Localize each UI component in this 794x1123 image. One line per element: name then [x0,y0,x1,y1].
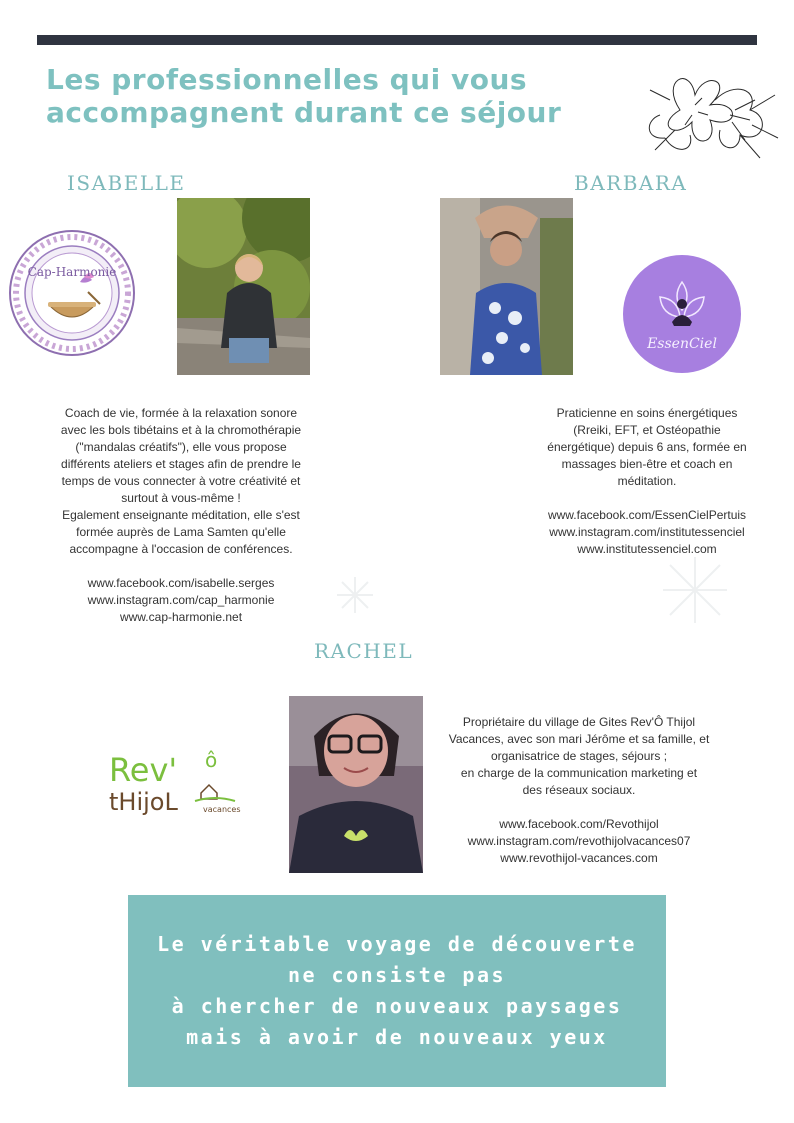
barbara-desc-line: méditation. [617,474,677,488]
rachel-photo [289,696,423,873]
isabelle-facebook-link[interactable]: www.facebook.com/isabelle.serges [87,576,275,590]
page-title [46,63,606,129]
top-divider-bar [37,35,757,45]
isabelle-instagram-link[interactable]: www.instagram.com/cap_harmonie [87,593,275,607]
barbara-website-link[interactable]: www.institutessenciel.com [577,542,717,556]
rachel-desc-line: en charge de la communication marketing et [460,766,698,780]
rachel-website-link[interactable]: www.revothijol-vacances.com [500,851,658,865]
rachel-desc-line: des réseaux sociaux. [522,783,636,797]
isabelle-desc-line: différents ateliers et stages afin de prendre le [61,457,301,471]
isabelle-desc-line: ("mandalas créatifs"), elle vous propose [75,440,287,454]
barbara-desc-line: Praticienne en soins énergétiques [556,406,738,420]
rachel-facebook-link[interactable]: www.facebook.com/Revothijol [499,817,659,831]
rachel-name: RACHEL [314,639,414,663]
rachel-desc-line: organisatrice de stages, séjours ; [490,749,668,763]
isabelle-photo [177,198,310,375]
isabelle-desc-line: surtout à vous-même ! [121,491,241,505]
barbara-photo [440,198,573,375]
quote-line3: à chercher de nouveaux paysages [171,994,623,1018]
page-title-line2: accompagnent durant ce séjour [46,96,562,129]
isabelle-desc-line: avec les bols tibétains et à la chromothérapie [60,423,302,437]
snowflake-decor-icon [655,555,735,625]
barbara-facebook-link[interactable]: www.facebook.com/EssenCielPertuis [547,508,747,522]
isabelle-desc-line: Egalement enseignante méditation, elle s'est [62,508,300,522]
revo-thijol-logo [105,745,250,815]
isabelle-description [50,405,312,626]
rachel-desc-line: Vacances, avec son mari Jérôme et sa famille, et [448,732,710,746]
revo-logo-line1: Rev' [109,751,178,789]
essenciel-logo-text: EssenCiel [647,336,717,352]
quote-line2: ne consiste pas [287,963,507,987]
quote-line4: mais à avoir de nouveaux yeux [186,1025,608,1049]
snowflake-decor-icon [335,575,375,615]
quote-box [128,895,666,1087]
isabelle-desc-line: formée auprès de Lama Samten qu'elle [76,525,286,539]
rachel-desc-line: Propriétaire du village de Gites Rev'Ô Thijol [462,715,696,729]
flower-illustration-icon [640,60,780,160]
barbara-name: BARBARA [574,171,688,195]
isabelle-desc-line: temps de vous connecter à votre créativité et [61,474,301,488]
isabelle-desc-line: accompagne à l'occasion de conférences. [69,542,293,556]
cap-harmonie-logo [0,222,148,364]
barbara-description [540,405,754,558]
barbara-desc-line: massages bien-être et coach en [561,457,733,471]
rachel-description [438,714,720,867]
isabelle-website-link[interactable]: www.cap-harmonie.net [119,610,243,624]
quote-line1: Le véritable voyage de découverte [157,932,637,956]
essenciel-logo [620,252,746,378]
isabelle-desc-line: Coach de vie, formée à la relaxation sonore [64,406,298,420]
barbara-instagram-link[interactable]: www.instagram.com/institutessenciel [549,525,745,539]
page-title-line1: Les professionnelles qui vous [46,63,528,96]
cap-harmonie-logo-text: Cap-Harmonie [27,265,117,279]
isabelle-name: ISABELLE [67,171,186,195]
barbara-desc-line: (Rreiki, EFT, et Ostéopathie [573,423,721,437]
revo-logo-sub: vacances [203,805,241,814]
barbara-desc-line: énergétique) depuis 6 ans, formée en [547,440,747,454]
rachel-instagram-link[interactable]: www.instagram.com/revothijolvacances07 [467,834,691,848]
revo-logo-o: ô [205,748,218,772]
revo-logo-line2: tHijoL [109,788,178,815]
